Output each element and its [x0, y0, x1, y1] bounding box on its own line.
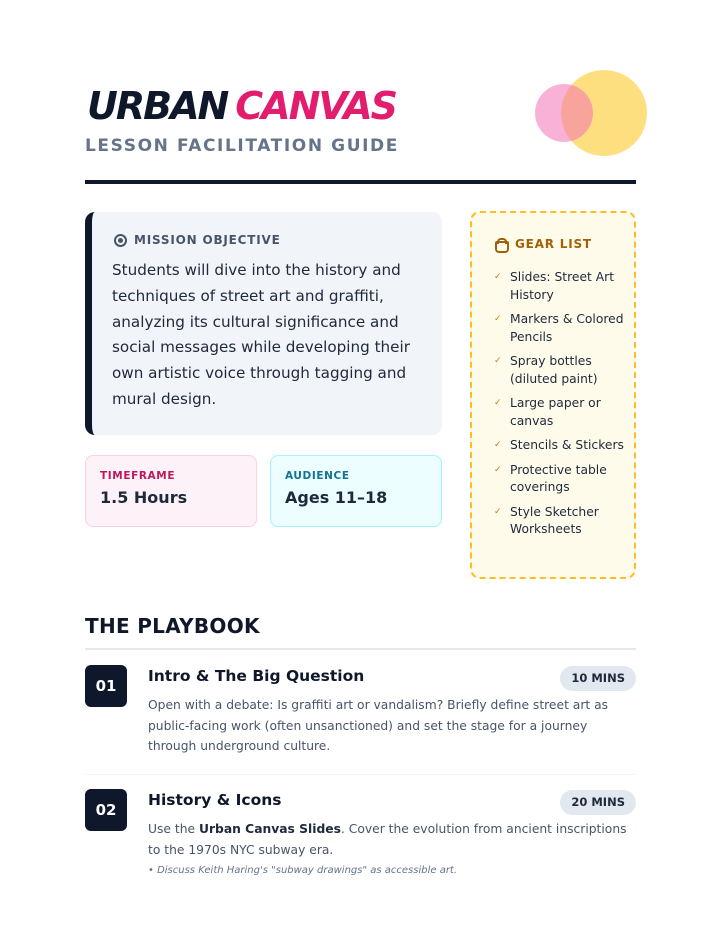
step-title: History & Icons — [148, 791, 282, 809]
step-title: Intro & The Big Question — [148, 667, 365, 685]
mission-label: MISSION OBJECTIVE — [134, 233, 281, 247]
gear-list-card — [470, 211, 636, 579]
duration-badge: 10 MINS — [560, 666, 636, 691]
gear-item-label: Spray bottles (diluted paint) — [510, 354, 598, 386]
page-title — [87, 84, 396, 128]
audience-label: AUDIENCE — [285, 470, 350, 482]
timeframe-value: 1.5 Hours — [100, 488, 188, 507]
gear-header — [494, 237, 592, 251]
step-number: 01 — [85, 665, 127, 707]
mission-header — [114, 233, 281, 247]
target-icon — [114, 234, 127, 247]
audience-card — [270, 455, 442, 527]
check-icon: ✓ — [494, 314, 502, 324]
playbook-divider — [85, 648, 636, 650]
gear-item — [494, 395, 630, 430]
step-description: Open with a debate: Is graffiti art or vandalism? Briefly define street art as public-facing work (often unsanctioned) and set the stage for a journey through underground culture. — [148, 698, 609, 753]
check-icon: ✓ — [494, 506, 502, 517]
step-desc-after: . Cover the evolution from ancient inscriptions to the 1970s NYC subway era. — [148, 822, 627, 857]
gear-item — [494, 462, 630, 497]
step-note: • Discuss Keith Haring's "subway drawings" as accessible art. — [148, 865, 458, 876]
audience-value: Ages 11–18 — [285, 488, 388, 507]
page-subtitle: LESSON FACILITATION GUIDE — [85, 136, 399, 156]
timeframe-card — [85, 455, 257, 527]
mission-card — [85, 212, 442, 435]
check-icon: ✓ — [494, 464, 502, 475]
step-desc-before: Use the — [148, 822, 199, 836]
gear-label: GEAR LIST — [515, 237, 592, 251]
title-part-urban: URBAN — [87, 84, 228, 128]
gear-item — [494, 504, 630, 539]
step-description — [148, 819, 636, 860]
gear-item-label: Large paper or canvas — [510, 396, 601, 428]
step-divider — [85, 774, 636, 775]
mission-text: Students will dive into the history and techniques of street art and graffiti, analyzing its cultural significance and social messages while developing their own artistic voice through tagging and mural design. — [112, 261, 410, 408]
check-icon: ✓ — [494, 398, 502, 408]
check-icon: ✓ — [494, 356, 502, 366]
gear-item-label: Style Sketcher Worksheets — [510, 504, 599, 536]
header — [85, 84, 637, 184]
check-icon: ✓ — [494, 272, 502, 282]
pink-circle — [535, 84, 593, 142]
step-desc-bold: Urban Canvas Slides — [198, 822, 341, 836]
gear-list — [494, 269, 630, 546]
gear-item-label: Slides: Street Art History — [510, 270, 615, 302]
duration-badge: 20 MINS — [560, 790, 636, 815]
timeframe-label: TIMEFRAME — [100, 470, 176, 482]
gear-item-label: Stencils & Stickers — [510, 438, 624, 452]
gear-item — [494, 437, 630, 455]
gear-item — [494, 311, 630, 346]
title-part-canvas: CANVAS — [235, 84, 397, 128]
playbook-title: THE PLAYBOOK — [85, 614, 260, 638]
step-number: 02 — [85, 789, 127, 831]
gear-item-label: Markers & Colored Pencils — [510, 312, 624, 344]
gear-item-label: Protective table coverings — [510, 462, 607, 494]
gear-item — [494, 269, 630, 304]
header-divider — [85, 180, 636, 184]
decorative-circles — [535, 70, 651, 160]
check-icon: ✓ — [494, 440, 502, 450]
paint-bucket-icon — [494, 238, 508, 251]
gear-item — [494, 353, 630, 388]
